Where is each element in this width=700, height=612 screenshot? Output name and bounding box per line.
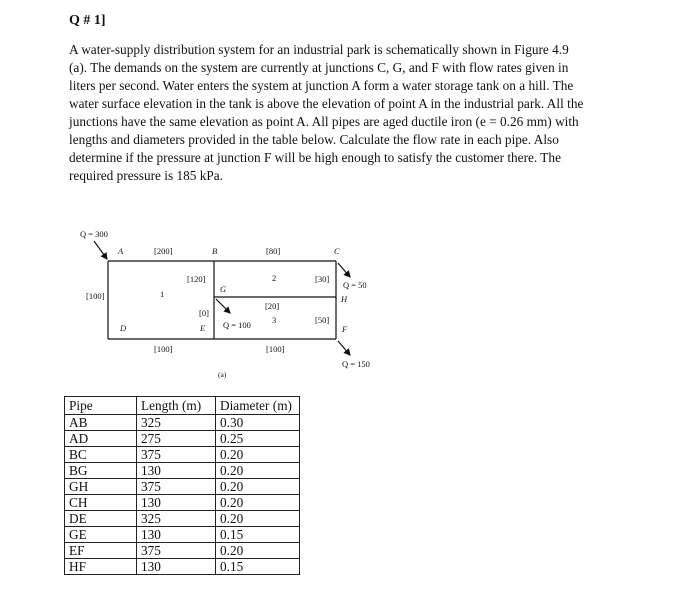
node-label-a: A: [118, 246, 124, 256]
problem-line: A water-supply distribution system for an industrial park is schematically shown in Figure 4.9: [69, 42, 569, 57]
cell-diameter: 0.15: [216, 559, 300, 575]
cell-pipe: CH: [65, 495, 137, 511]
loop-label-2: 2: [272, 273, 277, 283]
cell-length: 130: [137, 527, 216, 543]
flow-label-ad: [100]: [86, 291, 105, 301]
cell-diameter: 0.20: [216, 511, 300, 527]
cell-pipe: DE: [65, 511, 137, 527]
loop-label-1: 1: [160, 289, 165, 299]
cell-pipe: GH: [65, 479, 137, 495]
cell-length: 375: [137, 447, 216, 463]
table-row: [65, 559, 300, 575]
cell-length: 375: [137, 479, 216, 495]
figure-caption: (a): [218, 370, 227, 379]
table-row: [65, 447, 300, 463]
problem-line: (a). The demands on the system are currently at junctions C, G, and F with flow rates given in: [69, 60, 569, 75]
node-label-d: D: [120, 323, 127, 333]
loop-label-3: 3: [272, 315, 277, 325]
demand-arrow-g: [216, 299, 230, 313]
cell-diameter: 0.20: [216, 495, 300, 511]
cell-pipe: AD: [65, 431, 137, 447]
node-label-b: B: [212, 246, 218, 256]
flow-label-ch: [30]: [315, 274, 330, 284]
cell-diameter: 0.20: [216, 447, 300, 463]
flow-label-ge: [0]: [199, 308, 209, 318]
cell-length: 130: [137, 463, 216, 479]
demand-arrow-f: [338, 341, 350, 355]
inflow-label: Q = 300: [80, 229, 108, 239]
node-label-e: E: [200, 323, 206, 333]
problem-line: water surface elevation in the tank is above the elevation of point A in the industrial park. All the: [69, 96, 584, 111]
cell-length: 375: [137, 543, 216, 559]
column-header-length: Length (m): [137, 397, 216, 415]
flow-label-ab: [200]: [154, 246, 173, 256]
cell-length: 130: [137, 495, 216, 511]
cell-diameter: 0.20: [216, 479, 300, 495]
node-label-f: F: [342, 324, 348, 334]
cell-pipe: GE: [65, 527, 137, 543]
pipe-data-table: [64, 396, 300, 575]
cell-length: 325: [137, 511, 216, 527]
node-label-c: C: [334, 246, 340, 256]
cell-pipe: BC: [65, 447, 137, 463]
demand-label-g: Q = 100: [223, 320, 251, 330]
column-header-diameter: Diameter (m): [216, 397, 300, 415]
cell-diameter: 0.20: [216, 543, 300, 559]
problem-statement: [69, 41, 629, 185]
cell-pipe: BG: [65, 463, 137, 479]
question-title: Q # 1]: [69, 13, 106, 28]
table-row: [65, 463, 300, 479]
table-row: [65, 479, 300, 495]
cell-length: 130: [137, 559, 216, 575]
node-label-h: H: [341, 294, 348, 304]
problem-line: lengths and diameters provided in the table below. Calculate the flow rate in each pipe. Also: [69, 132, 559, 147]
cell-pipe: HF: [65, 559, 137, 575]
cell-diameter: 0.25: [216, 431, 300, 447]
pipe-network-figure: [60, 225, 390, 385]
flow-label-bc: [80]: [266, 246, 281, 256]
flow-label-gh: [20]: [265, 301, 280, 311]
cell-pipe: AB: [65, 415, 137, 431]
problem-line: required pressure is 185 kPa.: [69, 168, 223, 183]
table-row: [65, 511, 300, 527]
problem-line: determine if the pressure at junction F will be high enough to satisfy the customer there. The: [69, 150, 561, 165]
cell-diameter: 0.20: [216, 463, 300, 479]
column-header-pipe: Pipe: [65, 397, 137, 415]
problem-line: liters per second. Water enters the system at junction A form a water storage tank on a hill. The: [69, 78, 574, 93]
table-row: [65, 495, 300, 511]
cell-diameter: 0.15: [216, 527, 300, 543]
cell-diameter: 0.30: [216, 415, 300, 431]
inflow-arrow: [94, 241, 107, 259]
table-row: [65, 543, 300, 559]
table-row: [65, 527, 300, 543]
cell-length: 325: [137, 415, 216, 431]
demand-label-c: Q = 50: [343, 280, 367, 290]
cell-pipe: EF: [65, 543, 137, 559]
flow-label-ef: [100]: [266, 344, 285, 354]
table-row: [65, 431, 300, 447]
flow-label-hf: [50]: [315, 315, 330, 325]
cell-length: 275: [137, 431, 216, 447]
flow-label-de: [100]: [154, 344, 173, 354]
demand-label-f: Q = 150: [342, 359, 370, 369]
table-header-row: [65, 397, 300, 415]
demand-arrow-c: [338, 263, 350, 277]
flow-label-bg: [120]: [187, 274, 206, 284]
node-label-g: G: [220, 284, 227, 294]
problem-line: junctions have the same elevation as point A. All pipes are aged ductile iron (e = 0.26 mm) with: [69, 114, 579, 129]
table-row: [65, 415, 300, 431]
